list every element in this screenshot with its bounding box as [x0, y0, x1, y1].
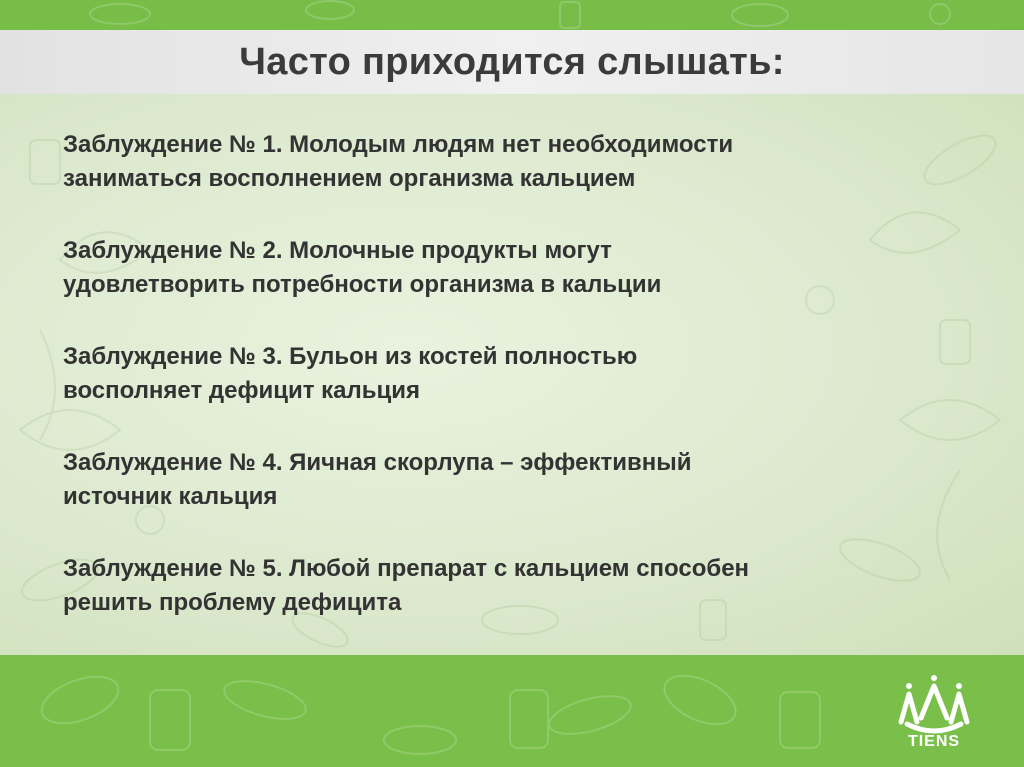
misconception-line: источник кальция — [63, 483, 278, 510]
misconception-item — [63, 128, 963, 196]
logo-wordmark: TIENS — [907, 733, 961, 750]
misconception-item — [63, 446, 963, 514]
misconception-line: Заблуждение № 2. Молочные продукты могут — [63, 237, 612, 264]
misconception-line: Заблуждение № 1. Молодым людям нет необходимости — [63, 131, 734, 158]
misconception-line: Заблуждение № 5. Любой препарат с кальцием способен — [63, 555, 750, 582]
misconception-item — [63, 340, 963, 408]
top-band — [0, 0, 1024, 30]
misconception-item — [63, 552, 963, 620]
misconception-line: Заблуждение № 4. Яичная скорлупа – эффективный — [63, 449, 692, 476]
misconception-line: решить проблему дефицита — [63, 589, 402, 616]
misconception-line: Заблуждение № 3. Бульон из костей полностью — [63, 343, 638, 370]
bottom-band — [0, 655, 1024, 767]
slide-title: Часто приходится слышать: — [239, 41, 785, 83]
misconception-line: заниматься восполнением организма кальцием — [63, 165, 636, 192]
misconception-line: восполняет дефицит кальция — [63, 377, 421, 404]
misconception-list — [63, 128, 963, 658]
misconception-line: удовлетворить потребности организма в кальции — [63, 271, 662, 298]
misconception-item — [63, 234, 963, 302]
